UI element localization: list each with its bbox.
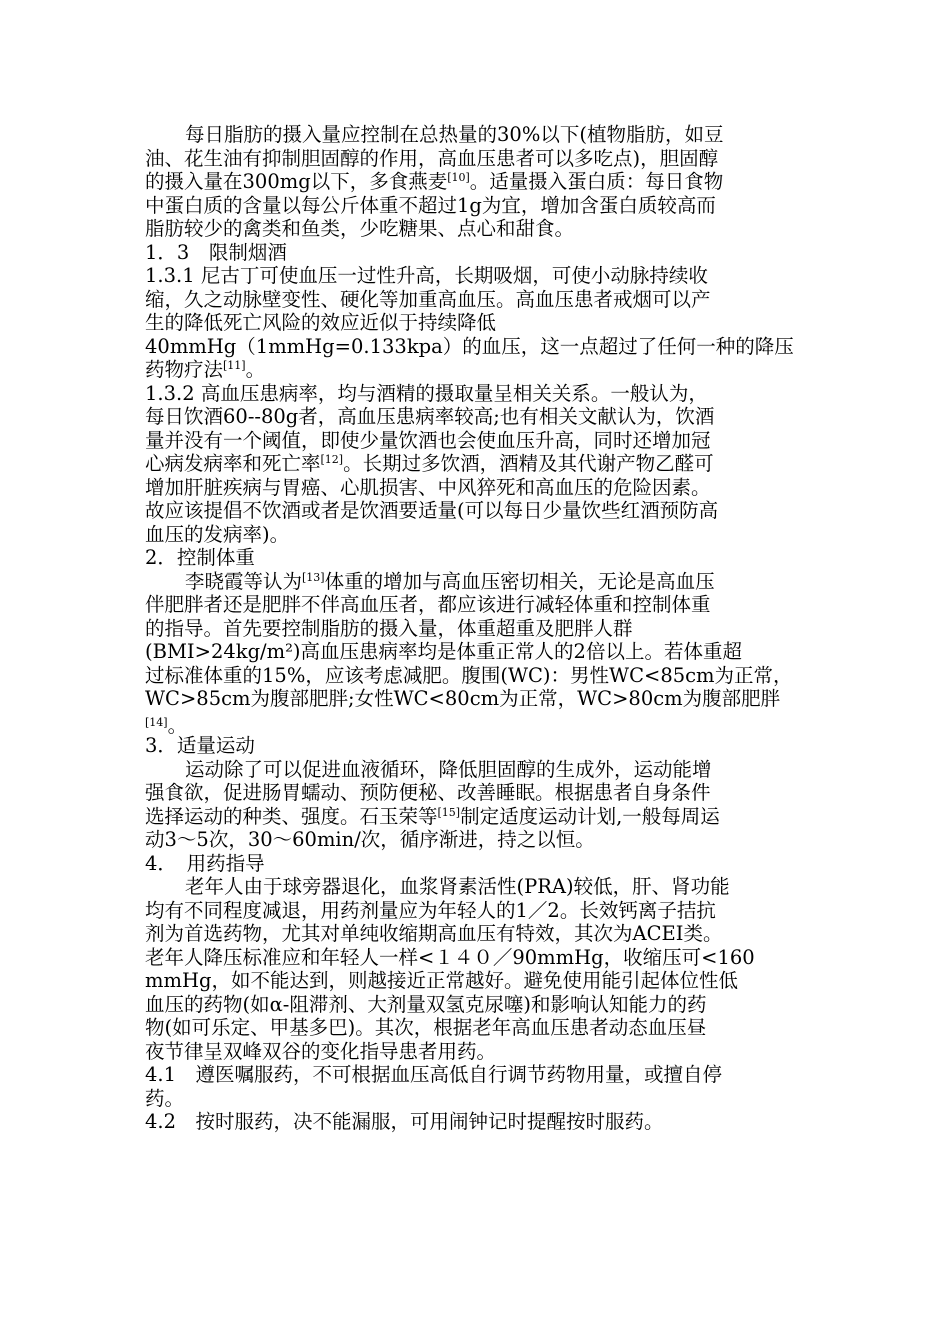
text-run: 制定适度运动计划,一般每周运: [460, 804, 720, 828]
para-weight-line: [145, 664, 830, 688]
text-run: 1.3.1 尼古丁可使血压一过性升高，长期吸烟，可使小动脉持续收: [145, 264, 708, 287]
para-medication-line: [145, 993, 830, 1017]
para-1-3-1-line: [145, 288, 830, 312]
para-4-1-line: [145, 1087, 830, 1111]
text-run: 40mmHg（1mmHg=0.133kpa）的血压，这一点超过了任何一种的降压: [145, 334, 794, 358]
text-run: 剂为首选药物，尤其对单纯收缩期高血压有特效，其次为ACEI类。: [145, 922, 723, 945]
text-run: 李晓霞等认为: [185, 569, 303, 593]
para-medication-line: [145, 875, 830, 899]
text-run: 强食欲，促进肠胃蠕动、预防便秘、改善睡眠。根据患者自身条件: [145, 781, 711, 804]
para-1-3-2-line: [145, 382, 830, 406]
para-fat-intake-line: [145, 170, 830, 194]
para-1-3-2-line: [145, 429, 830, 453]
para-exercise-line: [145, 781, 830, 805]
text-run: 4.1 遵医嘱服药，不可根据血压高低自行调节药物用量，或擅自停: [145, 1063, 723, 1086]
text-run: mmHg，如不能达到，则越接近正常越好。避免使用能引起体位性低: [145, 969, 738, 992]
para-1-3-2-line: [145, 523, 830, 547]
text-run: 。: [167, 713, 188, 737]
para-1-3-1-line: [145, 358, 830, 382]
para-medication-line: [145, 899, 830, 923]
text-run: 1.3.2 高血压患病率，均与酒精的摄取量呈相关关系。一般认为，: [145, 381, 708, 405]
para-exercise-line: [145, 828, 830, 852]
citation-superscript: [11]: [223, 359, 246, 372]
text-run: (BMI>24kg/m²)高血压患病率均是体重正常人的2倍以上。若体重超: [145, 640, 742, 663]
para-fat-intake-line: [145, 147, 830, 171]
text-run: 4.2 按时服药，决不能漏服，可用闹钟记时提醒按时服药。: [145, 1110, 664, 1133]
text-run: 1．3 限制烟酒: [145, 240, 287, 264]
text-run: 运动除了可以促进血液循环，降低胆固醇的生成外，运动能增: [185, 757, 712, 781]
text-run: 量并没有一个阈值，即使少量饮酒也会使血压升高，同时还增加冠: [145, 428, 711, 452]
text-run: 均有不同程度减退，用药剂量应为年轻人的1／2。长效钙离子拮抗: [145, 898, 716, 922]
text-run: 脂肪较少的禽类和鱼类，少吃糖果、点心和甜食。: [145, 217, 575, 240]
citation-superscript: [12]: [320, 453, 344, 466]
text-run: 老年人降压标准应和年轻人一样<１４０／90mmHg，收缩压可<160: [145, 945, 755, 969]
heading-1-3-line: [145, 241, 830, 265]
heading-2-line: [145, 546, 830, 570]
para-4-1-line: [145, 1063, 830, 1087]
para-weight-line: [145, 570, 830, 594]
para-1-3-2-line: [145, 476, 830, 500]
para-4-2-line: [145, 1110, 830, 1134]
text-run: WC>85cm为腹部肥胖;女性WC<80cm为正常，WC>80cm为腹部肥胖: [145, 687, 781, 710]
text-run: 每日饮酒60--80g者，高血压患病率较高;也有相关文献认为，饮酒: [145, 405, 715, 428]
para-1-3-2-line: [145, 452, 830, 476]
text-run: 的摄入量在300mg以下，多食燕麦: [145, 170, 448, 193]
citation-superscript: [15]: [437, 805, 461, 819]
para-medication-line: [145, 946, 830, 970]
text-run: 老年人由于球旁器退化，血浆肾素活性(PRA)较低，肝、肾功能: [185, 875, 730, 898]
document-body: [145, 123, 830, 1134]
text-run: 心病发病率和死亡率: [145, 452, 321, 475]
text-run: 夜节律呈双峰双谷的变化指导患者用药。: [145, 1039, 497, 1063]
text-run: 体重的增加与高血压密切相关，无论是高血压: [324, 569, 715, 593]
para-weight-line: [145, 617, 830, 641]
text-run: 中蛋白质的含量以每公斤体重不超过1g为宜，增加含蛋白质较高而: [145, 193, 716, 217]
para-1-3-1-line: [145, 264, 830, 288]
para-weight-line: [145, 711, 830, 735]
text-run: 油、花生油有抑制胆固醇的作用，高血压患者可以多吃点)，胆固醇: [145, 146, 719, 170]
text-run: 。适量摄入蛋白质：每日食物: [469, 170, 724, 193]
para-medication-line: [145, 1016, 830, 1040]
text-run: 。: [245, 358, 266, 381]
heading-3-line: [145, 734, 830, 758]
para-fat-intake-line: [145, 123, 830, 147]
para-weight-line: [145, 687, 830, 711]
text-run: 动3～5次，30～60min/次，循序渐进，持之以恒。: [145, 828, 595, 851]
para-medication-line: [145, 1040, 830, 1064]
text-run: 故应该提倡不饮酒或者是饮酒要适量(可以每日少量饮些红酒预防高: [145, 499, 719, 522]
text-run: 缩，久之动脉壁变性、硬化等加重高血压。高血压患者戒烟可以产: [145, 287, 711, 311]
para-1-3-1-line: [145, 311, 830, 335]
text-run: 药。: [145, 1086, 185, 1110]
citation-superscript: [13]: [302, 570, 325, 584]
text-run: 每日脂肪的摄入量应控制在总热量的30%以下(植物脂肪，如豆: [185, 123, 724, 146]
para-1-3-1-line: [145, 335, 830, 359]
para-exercise-line: [145, 758, 830, 782]
citation-superscript: [14]: [145, 715, 168, 729]
heading-4-line: [145, 852, 830, 876]
text-run: 血压的发病率)。: [145, 522, 290, 546]
citation-superscript: [10]: [447, 171, 470, 184]
text-run: 生的降低死亡风险的效应近似于持续降低: [145, 311, 497, 334]
text-run: 血压的药物(如α-阻滞剂、大剂量双氢克尿噻)和影响认知能力的药: [145, 992, 707, 1016]
text-run: 伴肥胖者还是肥胖不伴高血压者，都应该进行减轻体重和控制体重: [145, 593, 711, 616]
text-run: 3．适量运动: [145, 734, 255, 757]
text-run: 。长期过多饮酒，酒精及其代谢产物乙醛可: [343, 452, 714, 475]
text-run: 选择运动的种类、强度。石玉荣等: [145, 804, 438, 828]
para-weight-line: [145, 593, 830, 617]
text-run: 过标准体重的15%，应该考虑减肥。腹围(WC)：男性WC<85cm为正常，: [145, 663, 793, 687]
text-run: 药物疗法: [145, 358, 224, 381]
para-medication-line: [145, 922, 830, 946]
text-run: 的指导。首先要控制脂肪的摄入量，体重超重及肥胖人群: [145, 616, 633, 640]
para-exercise-line: [145, 805, 830, 829]
text-run: 2．控制体重: [145, 546, 255, 569]
text-run: 增加肝脏疾病与胃癌、心肌损害、中风猝死和高血压的危险因素。: [145, 475, 711, 499]
para-weight-line: [145, 640, 830, 664]
text-run: 物(如可乐定、甲基多巴)。其次，根据老年高血压患者动态血压昼: [145, 1016, 707, 1039]
text-run: 4． 用药指导: [145, 851, 265, 875]
para-1-3-2-line: [145, 499, 830, 523]
para-1-3-2-line: [145, 405, 830, 429]
para-medication-line: [145, 969, 830, 993]
para-fat-intake-line: [145, 194, 830, 218]
para-fat-intake-line: [145, 217, 830, 241]
